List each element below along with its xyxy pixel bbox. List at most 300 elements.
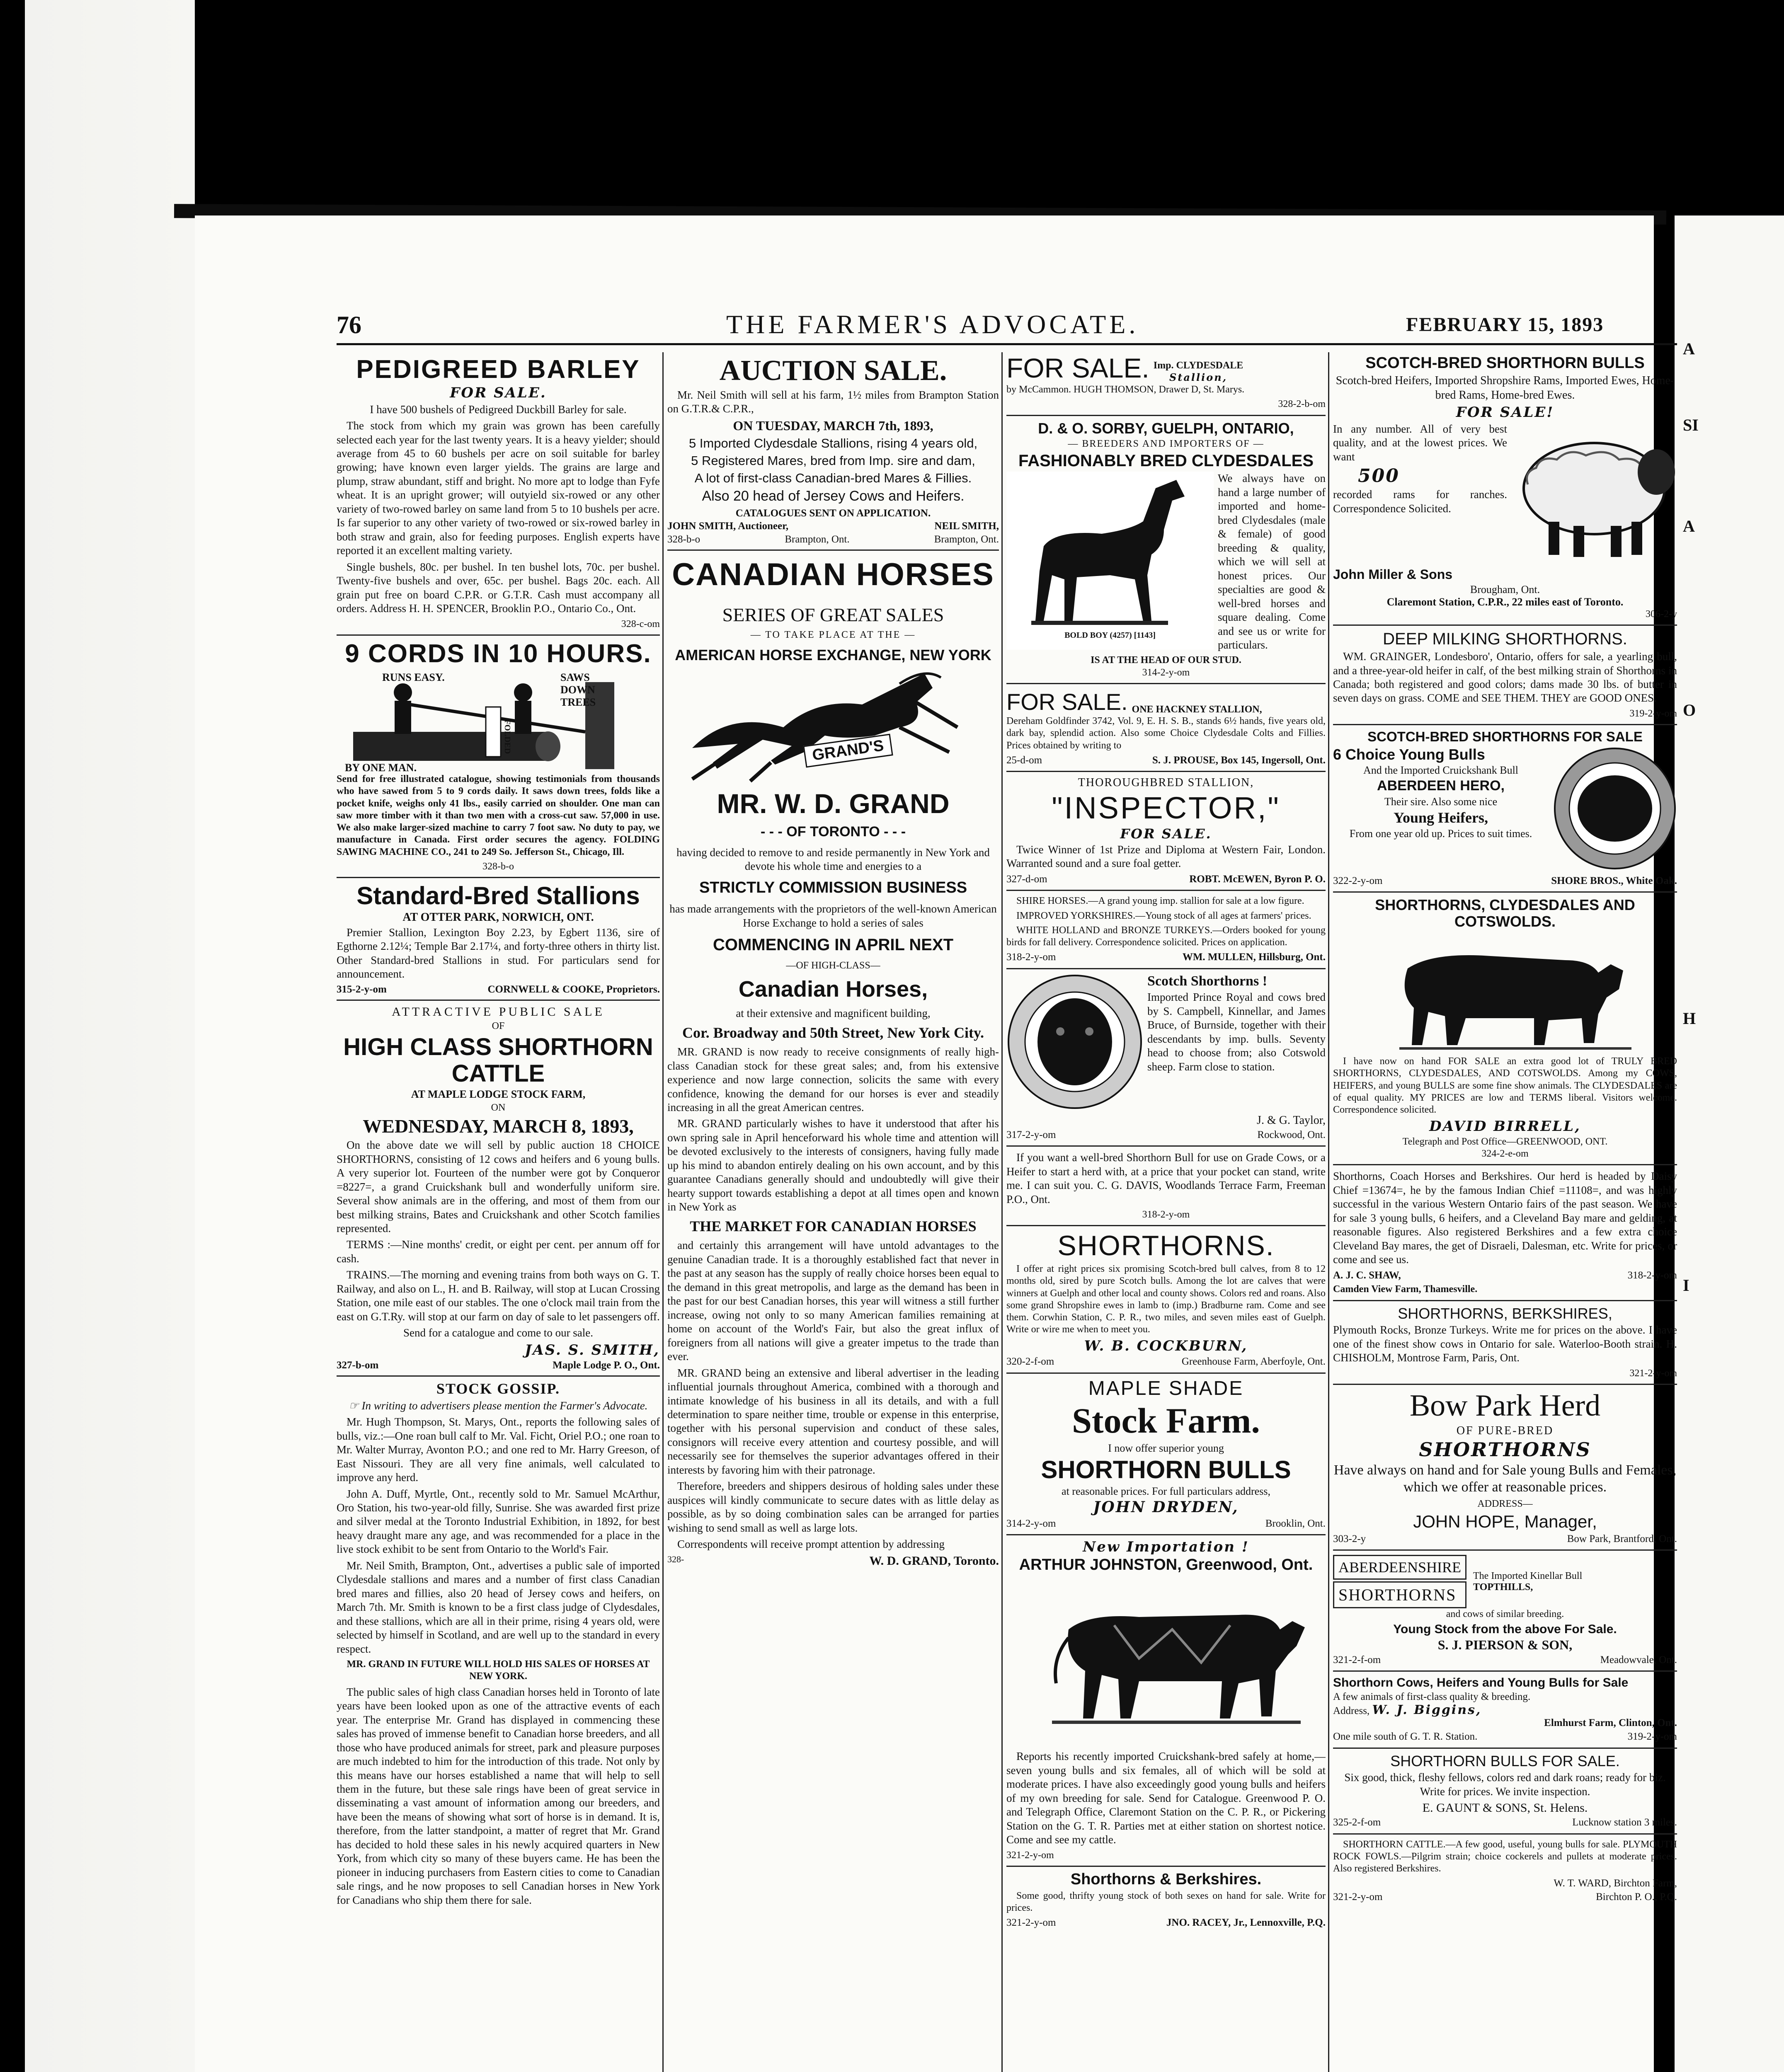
advertiser-name: CORNWELL & COOKE, Proprietors. [487,983,660,995]
advertiser-name: DAVID BIRRELL, [1429,1118,1581,1135]
canadian-title: CANADIAN HORSES [672,557,994,593]
illustration-label: FOLDED [503,719,512,754]
advertiser-name: JOHN HOPE, Manager, [1413,1511,1597,1531]
column-3 [1006,352,1326,2072]
cow-illustration [1006,1576,1326,1750]
commencing: COMMENCING IN APRIL NEXT [713,936,954,954]
bowpark-title: Bow Park Herd [1409,1388,1601,1423]
auction-sale-ad [667,355,999,545]
clydesdale-horse-icon [1006,472,1214,650]
gaunt-ad [1333,1753,1677,1829]
hackney-stallion-ad [1006,688,1326,767]
gossip-paragraph: John A. Duff, Myrtle, Ont., recently sold to Mr. Samuel McArthur, Oro Station, his two-year-old filly, Sunrise. She was awarded first prize and silver medal at the Toronto Industrial Exhibition, in 1892, for best heavy draught mare any age, and was recommended for a place in the live stock exhibit to be sent from Ontario to the World's Fair. [337,1487,660,1556]
johnston-kicker: New Importation ! [1083,1539,1249,1556]
ad-divider [667,549,999,551]
scan-border-top [0,0,1784,215]
miller-number: 500 [1358,465,1400,487]
ad-signature [1006,754,1326,767]
shaw-body: Shorthorns, Coach Horses and Berkshires. Our herd is headed by Daisy Chief =13674=, he by the famous Indian Chief =11108=, and was highly successful in the various Western Ontario fairs of the past season. We have for sale 3 young bulls, 6 heifers, and a Cleveland Bay mare and gelding, at reasonable figures. Also registered Berkshires and a few extra choice Cleveland Bay mares, the get of Disraeli, Dalesman, etc. Write for prices, or come and see us. [1333,1170,1677,1266]
pierson-ad [1333,1555,1677,1666]
biggins-address-label: Address, [1333,1705,1370,1717]
sawing-machine-ad [337,640,660,873]
pierson-left [1333,1555,1466,1608]
inspector-body: Twice Winner of 1st Prize and Diploma at Western Fair, London. Warranted sound and a sure foal getter. [1006,843,1326,870]
advertiser-address: Greenhouse Farm, Aberfoyle, Ont. [1181,1356,1326,1368]
cockburn-title: SHORTHORNS. [1057,1230,1275,1262]
chisholm-title: SHORTHORNS, BERKSHIRES, [1398,1305,1612,1322]
auction-intro: Mr. Neil Smith will sell at his farm, 1½ miles from Brampton Station on G.T.R.& C.P.R., [667,389,999,415]
ad-code: 321-2-y-om [1006,1917,1056,1929]
pierson-right [1473,1571,1582,1593]
ad-code: 314-2-y-om [1006,1518,1056,1529]
maple-title: MAPLE SHADE [1088,1377,1244,1399]
biggins-farm: Elmhurst Farm, Clinton, Ont. [1544,1717,1677,1729]
barley-title: PEDIGREED BARLEY [356,355,640,384]
auction-title: AUCTION SALE. [719,355,947,387]
miller-body: In any number. All of very best quality, and at the lowest prices. We want [1333,422,1507,463]
taylor-title: Scotch Shorthorns ! [1147,973,1268,989]
birrell-body: I have now on hand FOR SALE an extra good lot of TRULY BRED SHORTHORNS, CLYDESDALES, AND COTSWOLDS. Among my COWS, HEIFERS, and young BULLS are some fine show animals. The CLYDESDALES are of equal quality. MY PRICES are low and TERMS liberal. Visitors welcome. Correspondence solicited. [1333,1056,1677,1116]
advertiser-name: E. GAUNT & SONS, St. Helens. [1422,1801,1588,1815]
shire-line: SHIRE HORSES.—A grand young imp. stallion for sale at a low figure. [1016,896,1304,907]
ad-code: 322-2-y-om [1333,875,1383,886]
shaw-addr: Camden View Farm, Thamesville. [1333,1284,1478,1295]
shire-horses-ad [1006,895,1326,964]
ad-signature [1006,873,1326,886]
inspector-kicker: THOROUGHBRED STALLION, [1078,776,1254,789]
advertiser-address: Birchton P. O., P.Q. [1596,1891,1677,1903]
maple-title-2: Stock Farm. [1072,1401,1260,1441]
birrell-ad [1333,897,1677,1160]
ad-code: 320-2-f-om [1006,1356,1054,1368]
pierson-r2: TOPTHILLS, [1473,1581,1533,1593]
ad-signature [1333,1891,1677,1904]
inspector-sub: FOR SALE. [1120,825,1212,842]
bowpark-of: OF PURE-BRED [1456,1424,1554,1438]
cords-body: Send for free illustrated catalogue, showing testimonials from thousands who have sawed from 5 to 9 cords daily. It saws down trees, folds like a pocket knife, weighs only 41 lbs., easily carried on shoulder. One man can saw more timber with it than two men with a cross-cut saw. 57,000 in use. We also make larger-sized machine to carry 7 foot saw. No duty to pay, we manufacture in Canada. First order secures the agency. FOLDING SAWING MACHINE CO., 241 to 249 So. Jefferson St., Chicago, Ill. [337,774,660,857]
advertiser-name: A. J. C. SHAW, [1333,1269,1401,1281]
shore-bros-ad [1333,729,1677,887]
ad-signature [1333,1731,1677,1743]
ward-body: SHORTHORN CATTLE.—A few good, useful, young bulls for sale. PLYMOUTH ROCK FOWLS.—Pilgrim strain; choice cockerels and pullets at moderate prices. Also registered Berkshires. [1333,1839,1677,1874]
sale-title: HIGH CLASS SHORTHORN CATTLE [343,1034,653,1087]
column-divider [1328,352,1329,2072]
biggins-body: A few animals of first-class quality & breeding. [1333,1691,1531,1703]
shore-title: SCOTCH-BRED SHORTHORNS FOR SALE [1367,729,1643,745]
cockburn-body: I offer at right prices six promising Scotch-bred bull calves, from 8 to 12 months old, sired by pure Scotch bulls. Among the lot are calves that were winners at Guelph and other local and county shows. Colors red and roans. Also some grand Shropshire ewes in lamb to (imp.) Bradburne ram. Come and see them. Corwhin Station, C. P. R., two miles, and seven miles east of Guelph. Write or wire me when to meet you. [1006,1264,1326,1335]
market-heading: THE MARKET FOR CANADIAN HORSES [690,1218,977,1234]
advertiser-address: Lucknow station 3 miles. [1572,1817,1677,1828]
ad-divider [1333,1670,1677,1672]
shore-heifers: Young Heifers, [1394,809,1488,826]
ad-code: 319-2-y-om [1629,708,1677,719]
column-2 [667,352,999,2072]
sorby-sub: — BREEDERS AND IMPORTERS OF — [1068,438,1264,450]
ad-divider [1006,771,1326,772]
ad-divider [1006,1866,1326,1867]
sale-send: Send for a catalogue and come to our sale. [403,1326,594,1339]
pierson-aberdeenshire: ABERDEENSHIRE [1333,1555,1466,1580]
standard-body: Premier Stallion, Lexington Boy 2.23, by Egbert 1136, sire of Egthorne 2.12¼; Temple Bar 2.17¼, and forty-three others in thirty list. Other Standard-bred Stallions in stud. For particulars send for announcement. [337,926,660,980]
seller-name: NEIL SMITH, [934,520,999,532]
ad-body: Dereham Goldfinder 3742, Vol. 9, E. H. S. B., stands 6½ hands, five years old, dark bay, splendid action. Also some Choice Clydesdale Colts and Fillies. Prices obtained by writing to [1006,716,1326,751]
bowpark-address-label: ADDRESS— [1477,1498,1533,1510]
ad-code: 327-d-om [1006,873,1047,885]
advertiser-address: Rockwood, Ont. [1257,1129,1326,1140]
grand-para: Correspondents will receive prompt attention by addressing [677,1538,945,1551]
standard-sub: AT OTTER PARK, NORWICH, ONT. [402,911,594,924]
barley-prices: Single bushels, 80c. per bushel. In ten bushel lots, 70c. per bushel. Twenty-five bushels and over, 65c. per bushel. Bags 20c. each. All grain put free on board C.P.R. or G.T.R. Cash must accompany all orders. Address H. H. SPENCER, Brooklin P.O., Ontario Co., Ont. [337,560,660,615]
biggins-station: One mile south of G. T. R. Station. [1333,1731,1478,1743]
grand-para: has made arrangements with the proprietors of the well-known American Horse Exchange to hold a series of sales [669,903,997,929]
sorby-big: FASHIONABLY BRED CLYDESDALES [1018,452,1314,470]
illustration-label: SAWS DOWN TREES [560,671,596,709]
shore-line: From one year old up. Prices to suit times. [1349,828,1532,840]
barley-body: The stock from which my grain was grown has been carefully selected each year for the last twenty years. It is a heavy yielder; should average from 45 to 60 bushels per acre on soil suitable for barley growing; have known even larger yields. The grains are large and plump, straw abundant, stiff and bright. No more apt to lodge than Fyfe wheat. It is an upright grower; will outyield six-rowed or any other variety of two-rowed barley on same land from 5 to 10 bushels per acre. Is far superior to any other variety of two-rowed or six-rowed barley in both straw and grain, also for feeding purposes. English experts have reported it an excellent malting variety. [337,419,660,557]
advertiser-name: SHORE BROS., White Oak. [1551,875,1677,886]
advertiser-name: John Miller & Sons [1333,566,1453,582]
ad-divider [1333,1300,1677,1301]
grainger-ad [1333,630,1677,720]
bull-head-icon [1006,973,1143,1110]
advertiser-name: JAS. S. SMITH, [525,1341,660,1358]
racey-body: Some good, thrifty young stock of both sexes on hand for sale. Write for prices. [1006,1890,1326,1913]
inspector-title: "INSPECTOR," [1052,791,1280,825]
ad-code: 303-2-y [1333,1533,1366,1544]
ad-header [1006,352,1326,384]
grand-para: having decided to remove to and reside permanently in New York and devote his whole time and energies to a [676,846,990,873]
illustration-label: RUNS EASY. [382,671,445,684]
ad-code: 328-c-om [621,618,660,629]
ad-divider [337,877,660,878]
standard-title: Standard-Bred Stallions [356,882,640,910]
grand-para: MR. GRAND is now ready to receive consignments of really high-class Canadian stock for these great sales; and, from his extensive experience and now large connection, solicits the same with every confidence, knowing the demand for our horses is ever and steadily increasing in all the great American centres. [667,1046,999,1113]
grand-para: at their extensive and magnificent building, [736,1007,931,1020]
bowpark-shorthorns: SHORTHORNS [1419,1438,1591,1461]
scotch-shorthorns-ad [1006,973,1326,1141]
racey-ad [1006,1871,1326,1929]
ghost-glyph: O [1683,701,1696,719]
bowpark-body: Have always on hand and for Sale young Bulls and Females, which we offer at reasonable prices. [1333,1462,1677,1495]
sheep-illustration [1511,422,1677,563]
barley-subtitle: FOR SALE. [450,385,547,402]
ad-divider [1333,1549,1677,1551]
ad-signature [1333,1269,1677,1282]
ad-signature [1006,1518,1326,1530]
gaunt-title: SHORTHORN BULLS FOR SALE. [1390,1752,1620,1769]
horse-caption: BOLD BOY (4257) [1143] [1064,631,1156,640]
advertiser-name: ROBT. McEWEN, Byron P. O. [1189,873,1326,885]
advertiser-name: W. D. GRAND, Toronto. [869,1554,999,1568]
ghost-glyph: A [1683,339,1695,358]
miller-forsale: FOR SALE! [1456,404,1554,421]
sorby-head: IS AT THE HEAD OF OUR STUD. [1091,655,1241,666]
grand-para: and certainly this arrangement will have untold advantages to the genuine Canadian trade. It is a thoroughly established fact that never in the past at any season has the supply of really choice horses been equal to the demand in this great metropolis, and large as the demand has been in the past for our best Canadian horses, this year will witness a still further increase, owing not only to so many American families remaining at home on account of the World's Fair, but also the great influx of foreigners from all nations will give a greater impetus to the trade than ever. [667,1239,999,1363]
biggins-address-line [1333,1703,1677,1717]
grand-para: MR. GRAND particularly wishes to have it understood that after his own spring sale in April henceforward his whole time and attention will be devoted exclusively to the interests of consigners, having fully made up his mind to abandon entirely dealing on his own account, and by this guarantee Canadians generally should and undoubtedly will give their hearty support towards establishing a depot at all times open and known in New York as [667,1117,999,1213]
ad-code: 328-b-o [482,861,514,872]
grand-para: MR. GRAND being an extensive and liberal advertiser in the leading influential journals throughout America, combined with a thorough and intimate knowledge of his business in all its details, and with a full determination to spare neither time, trouble or expense in this enterprise, together with his personal supervision and conduct of these sales, consignors will receive every attention and courtesy possible, and will necessarily see for themselves the superior advantages offered in their interests by favoring him with their patronage. [667,1366,999,1476]
ad-divider [1333,891,1677,893]
ad-code: 328- [667,1554,684,1564]
ad-code: 318-2-y-om [1627,1269,1677,1281]
ghost-glyph: H [1683,1009,1696,1028]
shire-line: IMPROVED YORKSHIRES.—Young stock of all ages at farmers' prices. [1016,910,1311,921]
advertiser-address: Maple Lodge P. O., Ont. [553,1360,660,1371]
auction-date: ON TUESDAY, MARCH 7th, 1893, [733,418,933,433]
auction-lot: A lot of first-class Canadian-bred Mares & Fillies. [694,471,972,486]
ad-code: 321-2-y-om [1006,1849,1054,1861]
broadway-address: Cor. Broadway and 50th Street, New York City. [682,1024,984,1041]
column-divider [1001,352,1003,2072]
ad-code: 306-2-y [1646,608,1677,620]
sawing-illustration [337,670,660,773]
shore-line: 6 Choice Young Bulls [1333,746,1485,763]
advertiser-name: JOHN DRYDEN, [1093,1498,1239,1516]
gossip-subhead: MR. GRAND IN FUTURE WILL HOLD HIS SALES OF HORSES AT NEW YORK. [347,1659,650,1682]
advertiser-name: JNO. RACEY, Jr., Lennoxville, P.Q. [1166,1917,1326,1929]
for-sale-detail-1: Imp. CLYDESDALE [1153,360,1243,371]
ad-code: 318-2-y-om [1006,951,1056,963]
ad-code: 324-2-e-om [1481,1148,1529,1159]
ad-signature [667,1554,999,1568]
inspector-ad [1006,776,1326,886]
sale-body: On the above date we will sell by public auction 18 CHOICE SHORTHORNS, consisting of 12 cows and heifers and 6 young bulls. A very superior lot. Fourteen of the number were got by Conqueror =8227=, a grand Cruickshank bull and wonderfully uniform sire. Several show animals are in the offering, and most of them from our best milking strains, Bates and Cruickshank and other Scotch families represented. [337,1139,660,1234]
ad-code: 328-2-b-om [1278,399,1326,410]
pierson-shorthorns: SHORTHORNS [1333,1581,1466,1608]
ward-ad [1333,1839,1677,1903]
johnston-title: ARTHUR JOHNSTON, Greenwood, Ont. [1019,1556,1313,1574]
ad-signature [1333,1654,1677,1667]
horse-illustration [1006,472,1214,640]
series-title: SERIES OF GREAT SALES [722,604,944,625]
johnston-body: Reports his recently imported Cruickshank-bred safely at home,—seven young bulls and six females, all of which will be sold at moderate prices. I have also exceedingly good young bulls and heifers of my own breeding for sale. Send for Catalogue. Greenwood P. O. and Telegraph Office, Claremont Station on the C. P. R., or Pickering Station on the G. T. R. Parties met at either station on shortest notice. Come and see my cattle. [1006,1750,1326,1846]
ad-divider [1333,1384,1677,1385]
ad-divider [1006,1225,1326,1226]
auction-catalogues: CATALOGUES SENT ON APPLICATION. [735,507,931,519]
shore-line: Their sire. Also some nice [1384,795,1498,808]
gossip-notice: ☞ In writing to advertisers please mention the Farmer's Advocate. [349,1399,648,1412]
pierson-cows: and cows of similar breeding. [1446,1609,1564,1620]
miller-addr: Brougham, Ont. [1470,583,1540,595]
ad-code: 325-2-f-om [1333,1817,1381,1828]
sorby-clydesdales-ad [1006,420,1326,679]
clydesdale-stallion-ad [1006,352,1326,411]
gossip-paragraph: Mr. Hugh Thompson, St. Marys, Ont., reports the following sales of bulls, viz.:—One roan bull calf to Mr. Val. Ficht, Oriel P.O.; one roan to Mr. Walter Murray, Avonton P.O.; and one red to Mr. Harry Greeson, of East Nissouri. They are all very fine animals, well calculated to improve any herd. [337,1416,660,1484]
biggins-ad [1333,1676,1677,1743]
gaunt-body: Six good, thick, fleshy fellows, colors red and dark roans; ready for biz. Write for prices. We invite inspection. [1344,1771,1666,1798]
ad-code: 321-2-f-om [1333,1654,1381,1665]
johnston-ad [1006,1539,1326,1861]
ad-code: 327-b-om [337,1360,379,1371]
ad-divider [1006,890,1326,891]
auctioneer-address: Brampton, Ont. [785,534,850,545]
sale-farm: AT MAPLE LODGE STOCK FARM, [411,1088,586,1100]
ad-divider [1333,1748,1677,1749]
taylor-body: Imported Prince Royal and cows bred by S. Campbell, Kinnellar, and James Bruce, of Burnside, together with their descendants by imp. bulls. Seventy head to choose from; also Cotswold sheep. Farm close to station. [1147,991,1326,1073]
advertiser-name: J. & G. Taylor, [1257,1113,1326,1127]
advertiser-name: WM. MULLEN, Hillsburg, Ont. [1182,951,1326,963]
ad-signature [1006,1129,1326,1142]
pierson-r1: The Imported Kinellar Bull [1473,1570,1583,1581]
ad-signature [337,1360,660,1371]
davis-shorthorn-ad [1006,1151,1326,1221]
illustration-label: BY ONE MAN. [345,762,417,774]
advertiser-name: S. J. PROUSE, Box 145, Ingersoll, Ont. [1152,754,1326,766]
ghost-glyph: A [1683,517,1695,535]
ad-code: 25-d-om [1006,754,1042,766]
gossip-paragraph: The public sales of high class Canadian horses held in Toronto of late years have been looked upon as one of the attractive events of each year. The enterprise Mr. Grand has displayed in commencing these sales has proved of immense benefit to Canadian horse breeders, and all those who have produced animals for street, park and pleasure purposes are much indebted to him for the introduction of this trade. Not only by this means have our horses established a name that will help to sell them in the future, but these sale rings have been of great service in disseminating a vast amount of information among our breeders, and have been the means of showing what sort of horse is in demand. It is, therefore, from the latter standpoint, a matter of regret that Mr. Grand has decided to hold these sales in his newly acquired quarters in New York, from which city so many of these buyers came. He has been the pioneer in inducing purchasers from Eastern cities to come to Canadian sale rings, and he now proposes to sell Canadian horses in New York for Canadians who ship them there for sale. [337,1685,660,1906]
ad-divider [337,1375,660,1377]
shore-bull: ABERDEEN HERO, [1377,778,1505,794]
ad-signature [1006,951,1326,964]
column-4 [1333,352,1677,2072]
page-number: 76 [337,311,361,339]
davis-body: If you want a well-bred Shorthorn Bull for use on Grade Cows, or a Heifer to start a herd with, at a price that your pocket can stand, write me. I can suit you. C. G. DAVIS, Woodlands Terrace Farm, Freeman P.O., Ont. [1006,1151,1326,1205]
cords-title: 9 CORDS IN 10 HOURS. [345,639,652,668]
biggins-title: Shorthorn Cows, Heifers and Young Bulls for Sale [1333,1676,1629,1690]
ad-divider [1333,724,1677,725]
barley-ad [337,356,660,630]
masthead [337,307,1680,341]
grand-para: Therefore, breeders and shippers desirous of holding sales under these auspices will kindly communicate to secure dates with as little delay as possible, as by so doing combination sales can be arranged for parties wishing to send small as well as large lots. [667,1480,999,1534]
ad-code: 328-b-o [667,534,701,545]
advertiser-name: W. J. Biggins, [1372,1703,1482,1718]
sorby-body: We always have on hand a large number of imported and home-bred Clydesdales (male & female) of good breeding & quality, which we will sell at honest prices. Our specialties are good & well-bred horses and square dealing. Come and see us or write for particulars. [1218,472,1326,651]
bull-medallion [1553,746,1677,871]
advertiser-address: Brooklin, Ont. [1265,1518,1326,1529]
maple-shade-ad [1006,1378,1326,1530]
advertiser-address: Bow Park, Brantford, Ont. [1567,1533,1677,1544]
horse-icon [667,665,999,785]
sale-trains: TRAINS.—The morning and evening trains from both ways on G. T. Railway, and also on L., H. and B. Railway, will stop at Lucan Crossing Station, one mile east of our stables. The one o'clock mail train from the east on G.T.Ry. will stop at our farm on day of sale to let passengers off. [337,1268,660,1323]
miller-ad [1333,355,1677,620]
ad-code: 317-2-y-om [1006,1129,1056,1140]
shaw-ad [1333,1169,1677,1295]
ad-code: 314-2-y-om [1142,667,1190,678]
maple-bulls: SHORTHORN BULLS [1041,1456,1291,1484]
ad-code: 318-2-y-om [1142,1209,1190,1220]
maple-prices: at reasonable prices. For full particulars address, [1062,1485,1270,1497]
bull-medallion [1006,973,1143,1110]
advertiser-name: W. B. COCKBURN, [1084,1337,1248,1354]
ad-body: by McCammon. HUGH THOMSON, Drawer D, St. Marys. [1006,384,1245,395]
bull-head-icon [1553,746,1677,871]
ad-signature [1006,1356,1326,1368]
stock-gossip-article [337,1381,660,1907]
for-sale-heading: FOR SALE. [1006,689,1128,715]
take-place: — TO TAKE PLACE AT THE — [750,629,916,640]
grand-of-toronto: - - - OF TORONTO - - - [760,824,906,840]
seller-address: Brampton, Ont. [934,534,999,545]
strictly-commission: STRICTLY COMMISSION BUSINESS [699,879,967,896]
for-sale-detail [1154,360,1243,384]
ad-divider [1006,683,1326,684]
galloping-horse-illustration [667,665,999,785]
cockburn-shorthorns-ad [1006,1230,1326,1368]
ad-divider [1333,625,1677,626]
maple-offer: I now offer superior young [1108,1442,1224,1454]
ghost-glyph: I [1683,1276,1689,1295]
auction-lot: 5 Imported Clydesdale Stallions, rising 4 years old, [688,436,978,451]
grainger-body: WM. GRAINGER, Londesboro', Ontario, offers for sale, a yearling bull, and a three-year-old heifer in calf, of the best milking strain of Shorthorns in Canada; both registered and good colors; dams made 30 lbs. of butter in seven days on grass. COME and SEE THEM. THEY are GOOD ONES. [1333,650,1677,704]
canadian-horses-ad [667,557,999,1568]
ad-divider [1333,1164,1677,1165]
column-divider [662,352,664,2072]
miller-title: SCOTCH-BRED SHORTHORN BULLS [1365,354,1645,372]
adjacent-page-edge [1675,215,1784,2072]
chisholm-ad [1333,1305,1677,1380]
shorthorn-sale-ad [337,1005,660,1371]
for-sale-detail-2: Stallion, [1169,371,1228,383]
ad-signature [1333,875,1677,888]
ad-divider [1006,1534,1326,1535]
ad-divider [1006,1145,1326,1147]
masthead-rule [337,343,1677,345]
miller-addr-2: Claremont Station, C.P.R., 22 miles east of Toronto. [1386,595,1624,608]
newspaper-title: THE FARMER'S ADVOCATE. [726,310,1139,339]
chisholm-body: Plymouth Rocks, Bronze Turkeys. Write me for prices on the above. I have one of the finest show cows in Ontario for sale. Waterloo-Booth strain. H. CHISHOLM, Montrose Farm, Paris, Ont. [1333,1324,1677,1364]
ad-signature [667,534,999,545]
pierson-young: Young Stock from the above For Sale. [1393,1622,1617,1636]
barley-intro: I have 500 bushels of Pedigreed Duckbill Barley for sale. [370,403,627,416]
sale-terms: TERMS :—Nine months' credit, or eight per cent. per annum off for cash. [337,1238,660,1265]
shire-line: WHITE HOLLAND and BRONZE TURKEYS.—Orders booked for young birds for fall delivery. Correspondence solicited. Prices on application. [1006,925,1326,948]
birrell-addr: Telegraph and Post Office—GREENWOOD, ONT. [1402,1136,1608,1147]
canadian-horses-heading: Canadian Horses, [738,976,928,1002]
ad-signature [337,984,660,995]
gossip-title: STOCK GOSSIP. [436,1380,560,1397]
advertiser-address: Meadowvale, Ont. [1600,1654,1677,1665]
high-class: —OF HIGH-CLASS— [786,960,880,971]
ad-header [1006,688,1326,715]
column-1 [337,352,660,2072]
for-sale-heading: FOR SALE. [1006,353,1149,383]
grainger-title: DEEP MILKING SHORTHORNS. [1383,630,1627,649]
sale-of: OF [492,1020,505,1031]
ad-divider [1006,1372,1326,1374]
issue-date: FEBRUARY 15, 1893 [1406,314,1604,336]
sorby-title: D. & O. SORBY, GUELPH, ONTARIO, [1038,419,1294,437]
ad-code: 319-2-y-om [1627,1731,1677,1743]
auction-lot: Also 20 head of Jersey Cows and Heifers. [702,488,965,504]
ad-code: 321-2-y-om [1333,1891,1383,1903]
ad-signature [1333,1816,1677,1829]
birrell-title: SHORTHORNS, CLYDESDALES AND COTSWOLDS. [1375,896,1635,930]
for-sale-detail: ONE HACKNEY STALLION, [1132,704,1262,715]
ad-signature [1006,1917,1326,1929]
sheep-icon [1511,422,1677,563]
grands-banner: GRAND'S [803,733,893,767]
advertiser-name: W. T. WARD, Birchton Farm, [1554,1877,1677,1889]
standard-bred-ad [337,882,660,995]
ghost-glyph: SI [1683,416,1699,434]
ad-divider [337,1000,660,1001]
shore-line: And the Imported Cruickshank Bull [1363,764,1519,777]
exchange-name: AMERICAN HORSE EXCHANGE, NEW YORK [675,646,991,664]
sale-date: WEDNESDAY, MARCH 8, 1893, [363,1115,634,1137]
miller-body-2: recorded rams for ranches. Correspondence Solicited. [1333,488,1507,515]
ad-signature [1333,1533,1677,1546]
sale-kicker: ATTRACTIVE PUBLIC SALE [392,1005,605,1019]
ad-code: 315-2-y-om [337,983,387,995]
miller-sub: Scotch-bred Heifers, Imported Shropshire Rams, Imported Ewes, Home-bred Rams, Home-bred Ewes. [1336,374,1675,402]
auction-lot: 5 Registered Mares, bred from Imp. sire and dam, [691,453,975,468]
ad-divider [1333,1833,1677,1835]
ad-code: 321-2-y-om [1629,1368,1677,1379]
advertiser-name: S. J. PIERSON & SON, [1437,1637,1573,1652]
auctioneer-name: JOHN SMITH, Auctioneer, [667,520,789,532]
